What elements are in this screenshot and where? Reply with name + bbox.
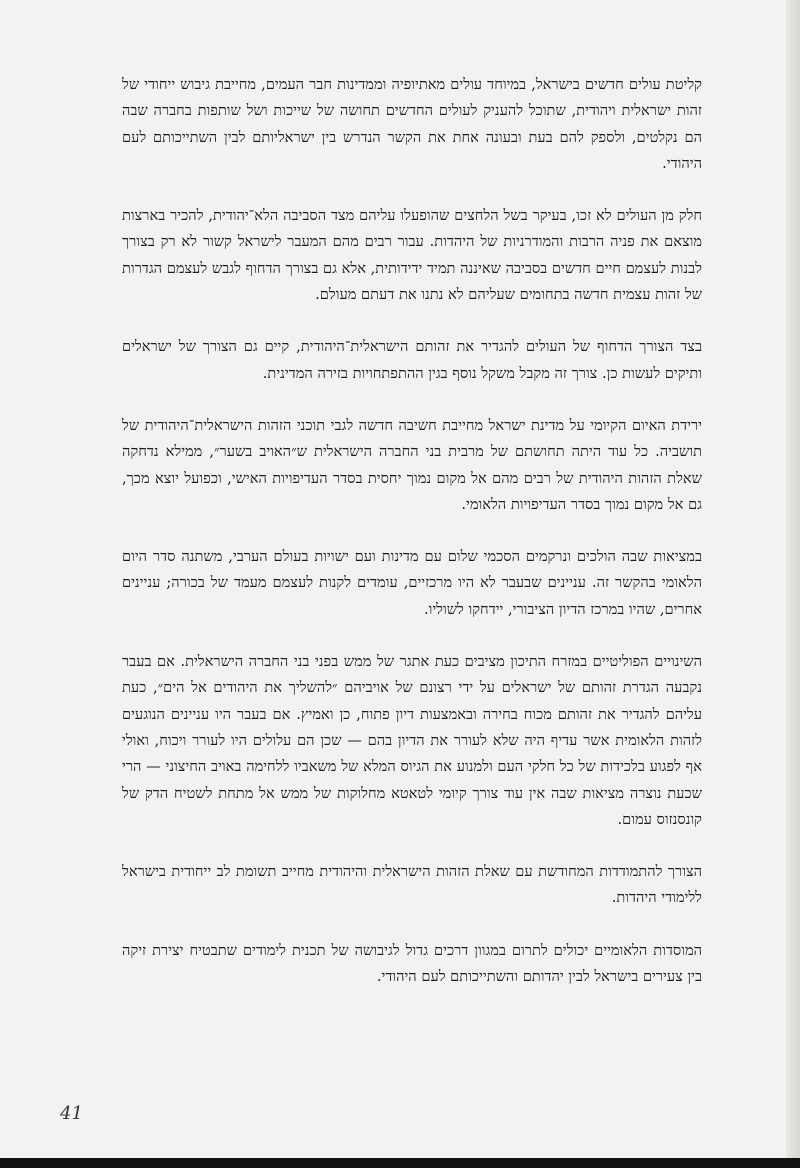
page-number: 41 bbox=[60, 1103, 83, 1124]
paragraph-1: קליטת עולים חדשים בישראל, במיוחד עולים מאתיופיה וממדינות חבר העמים, מחייבת גיבוש ייחודי של זהות ישראלית ויהודית, שתוכל להעניק לעולים החדשים תחושה של שייכות ושל שותפות בחברה שבה הם נקלטים, ולספק להם בעת ובעונה אחת את הקשר הנדרש בין ישראליותם לבין השתייכותם לעם היהודי. bbox=[122, 76, 702, 172]
paragraph-4: ירידת האיום הקיומי על מדינת ישראל מחייבת חשיבה חדשה לגבי תוכני הזהות הישראלית־היהודית של תושביה. כל עוד היתה תחושתם של מרבית בני החברה הישראלית ש״האויב בשער״, ממילא נדחקה שאלת הזהות היהודית של רבים מהם אל מקום נמוך יחסית בסדר העדיפויות האישי, וכפועל יוצא מכך, גם אל מקום נמוך בסדר העדיפויות הלאומי. bbox=[122, 416, 702, 513]
paragraph-2: חלק מן העולים לא זכו, בעיקר בשל הלחצים שהופעלו עליהם מצד הסביבה הלא־יהודית, להכיר בארצות מוצאם את פניה הרבות והמודרניות של היהדות. עבור רבים מהם המעבר לישראל קשור לא רק בצורך לבנות לעצמם חיים חדשים בסביבה שאיננה תמיד ידידותית, אלא גם בצורך הדחוף לגבש לעצמם הגדרות של זהות עצמית חדשה בתחומים שעליהם לא נתנו את דעתם מעולם. bbox=[122, 207, 702, 304]
paragraph-3: בצד הצורך הדחוף של העולים להגדיר את זהותם הישראלית־היהודית, קיים גם הצורך של ישראלים ותיקים לעשות כן. צורך זה מקבל משקל נוסף בגין ההתפתחויות בזירה המדינית. bbox=[122, 338, 702, 382]
body-text bbox=[122, 72, 702, 990]
paragraph-7: הצורך להתמודדות המחודשת עם שאלת הזהות הישראלית והיהודית מחייב תשומת לב ייחודית בישראל ללימודי היהדות. bbox=[122, 863, 702, 907]
paragraph-8: המוסדות הלאומיים יכולים לתרום במגוון דרכים גדול לגיבושה של תכנית לימודים שתבטיח יצירת זיקה בין צעירים בישראל לבין יהדותם והשתייכותם לעם היהודי. bbox=[122, 941, 702, 986]
paragraph-5: במציאות שבה הולכים ונרקמים הסכמי שלום עם מדינות ועם ישויות בעולם הערבי, משתנה סדר היום הלאומי בהקשר זה. עניינים שבעבר לא היו מרכזיים, עומדים לקנות לעצמם מעמד של בכורה; עניינים אחרים, שהיו במרכז הדיון הציבורי, יידחקו לשוליו. bbox=[122, 548, 702, 618]
paragraph-6: השינויים הפוליטיים במזרח התיכון מציבים כעת אתגר של ממש בפני בני החברה הישראלית. אם בעבר נקבעה הגדרת זהותם של ישראלים על ידי רצונם של אויביהם ״להשליך את היהודים אל הים״, כעת עליהם להגדיר את זהותם מכוח בחירה ובאמצעות דיון פתוח, כן ואמיץ. אם בעבר היו עניינים הנוגעים לזהות הלאומית אשר עדיף היה שלא לעורר את הדיון בהם — שכן הם עלולים היו לעורר ויכוח, ואולי אף לפגוע בלכידות של כל חלקי העם ולמנוע את הגיוס המלא של משאביו ללחימה באויב החיצוני — הרי שכעת נוצרה מציאות שבה אין עוד צורך קיומי לטאטא מחלוקות של ממש אל מתחת לשטיח הדק של קונסנזוס עמום. bbox=[122, 653, 702, 828]
